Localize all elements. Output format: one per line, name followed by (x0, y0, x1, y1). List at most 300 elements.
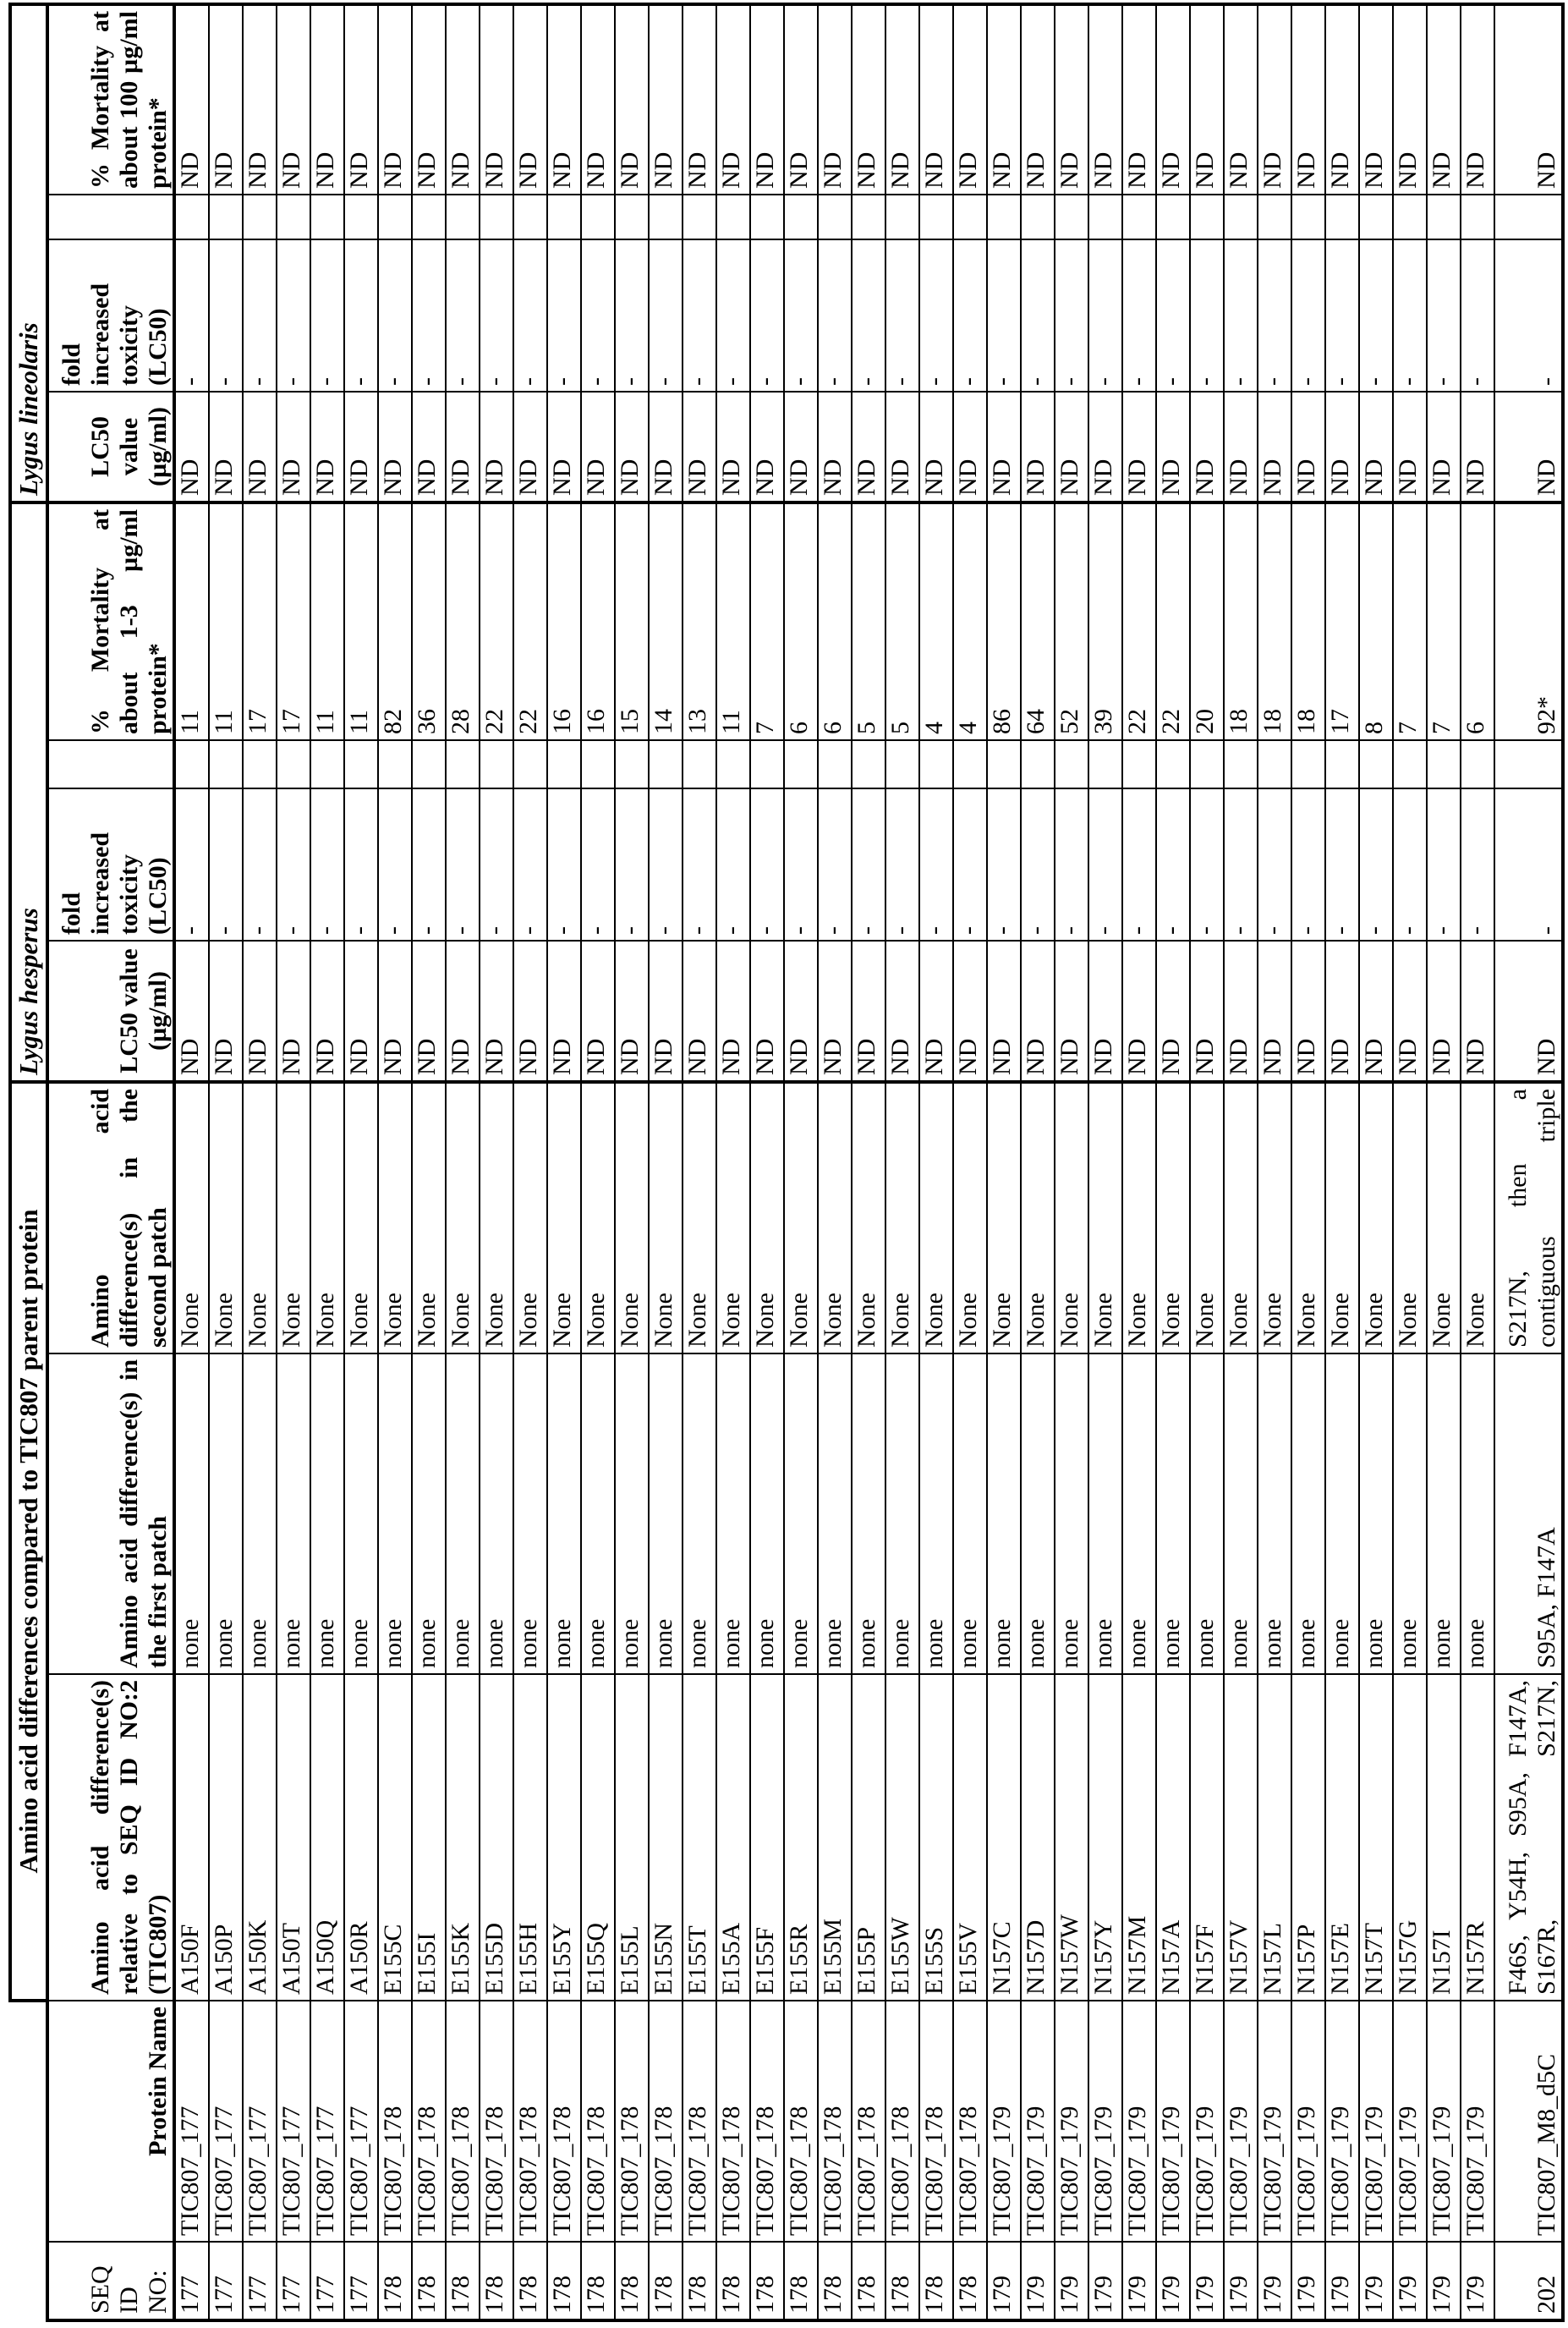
cell-fold-lineolaris: - (750, 239, 784, 392)
spacer-cell (818, 195, 852, 239)
cell-aa-diff: A150Q (310, 1674, 344, 2001)
spacer-cell (683, 195, 716, 239)
cell-mortality-lineolaris: ND (446, 4, 480, 195)
cell-fold-hesperus: - (649, 788, 683, 941)
spacer-cell (174, 740, 209, 788)
cell-lc50-lineolaris: ND (818, 392, 852, 502)
spacer-cell (513, 740, 547, 788)
cell-aa-diff: N157W (1055, 1674, 1088, 2001)
header-lc50-lineolaris: LC50 value (µg/ml) (47, 392, 174, 502)
spacer-cell (1461, 195, 1494, 239)
cell-aa-diff: E155F (750, 1674, 784, 2001)
spacer-cell (1427, 740, 1461, 788)
cell-fold-lineolaris: - (1359, 239, 1393, 392)
cell-lc50-hesperus: ND (310, 941, 344, 1082)
cell-lc50-hesperus: ND (750, 941, 784, 1082)
table-row (412, 4, 446, 2320)
cell-mortality-hesperus: 92* (1494, 502, 1563, 740)
spacer-cell (1021, 195, 1055, 239)
cell-seq-id: 178 (852, 2242, 885, 2320)
cell-mortality-hesperus: 13 (683, 502, 716, 740)
cell-seq-id: 177 (243, 2242, 277, 2320)
spacer-cell (1224, 740, 1258, 788)
cell-aa-diff: A150K (243, 1674, 277, 2001)
cell-fold-lineolaris: - (378, 239, 412, 392)
cell-fold-lineolaris: - (1224, 239, 1258, 392)
cell-second-patch: None (277, 1082, 310, 1353)
cell-first-patch: none (412, 1353, 446, 1674)
cell-second-patch: None (310, 1082, 344, 1353)
cell-second-patch: S217N, then a contiguous triple (1494, 1082, 1563, 1353)
cell-lc50-hesperus: ND (513, 941, 547, 1082)
cell-lc50-lineolaris: ND (1393, 392, 1427, 502)
cell-lc50-hesperus: ND (1461, 941, 1494, 1082)
cell-seq-id: 178 (683, 2242, 716, 2320)
table-row (784, 4, 818, 2320)
cell-fold-lineolaris: - (852, 239, 885, 392)
cell-fold-lineolaris: - (919, 239, 953, 392)
cell-aa-diff: E155N (649, 1674, 683, 2001)
cell-mortality-hesperus: 15 (615, 502, 649, 740)
table-row (852, 4, 885, 2320)
cell-first-patch: none (344, 1353, 378, 1674)
cell-lc50-lineolaris: ND (1258, 392, 1291, 502)
cell-fold-hesperus: - (1291, 788, 1325, 941)
cell-second-patch: None (649, 1082, 683, 1353)
cell-second-patch: None (716, 1082, 750, 1353)
cell-mortality-hesperus: 6 (1461, 502, 1494, 740)
cell-lc50-hesperus: ND (1190, 941, 1224, 1082)
table-row (716, 4, 750, 2320)
cell-mortality-lineolaris: ND (1258, 4, 1291, 195)
cell-mortality-lineolaris: ND (885, 4, 919, 195)
cell-fold-hesperus: - (378, 788, 412, 941)
cell-mortality-hesperus: 18 (1258, 502, 1291, 740)
cell-protein-name: TIC807_178 (649, 2001, 683, 2242)
cell-mortality-lineolaris: ND (1088, 4, 1122, 195)
cell-fold-lineolaris: - (784, 239, 818, 392)
cell-fold-hesperus: - (784, 788, 818, 941)
cell-lc50-lineolaris: ND (1359, 392, 1393, 502)
spacer-cell (953, 740, 987, 788)
spacer-cell (1494, 195, 1563, 239)
cell-lc50-lineolaris: ND (1494, 392, 1563, 502)
cell-fold-lineolaris: - (1291, 239, 1325, 392)
cell-mortality-lineolaris: ND (987, 4, 1021, 195)
cell-mortality-hesperus: 16 (547, 502, 581, 740)
cell-first-patch: none (818, 1353, 852, 1674)
cell-second-patch: None (1427, 1082, 1461, 1353)
table-row (480, 4, 513, 2320)
cell-mortality-hesperus: 22 (513, 502, 547, 740)
cell-aa-diff: E155I (412, 1674, 446, 2001)
cell-aa-diff: E155W (885, 1674, 919, 2001)
cell-second-patch: None (547, 1082, 581, 1353)
cell-fold-lineolaris: - (953, 239, 987, 392)
cell-fold-lineolaris: - (344, 239, 378, 392)
cell-seq-id: 177 (344, 2242, 378, 2320)
cell-aa-diff: N157P (1291, 1674, 1325, 2001)
spacer-cell (1190, 740, 1224, 788)
cell-first-patch: none (716, 1353, 750, 1674)
cell-lc50-hesperus: ND (615, 941, 649, 1082)
cell-seq-id: 178 (716, 2242, 750, 2320)
cell-aa-diff: E155A (716, 1674, 750, 2001)
cell-mortality-lineolaris: ND (1494, 4, 1563, 195)
cell-lc50-hesperus: ND (1156, 941, 1190, 1082)
spacer-cell (1359, 195, 1393, 239)
table-row (987, 4, 1021, 2320)
cell-seq-id: 177 (209, 2242, 243, 2320)
cell-aa-diff: E155V (953, 1674, 987, 2001)
cell-protein-name: TIC807_179 (1291, 2001, 1325, 2242)
spacer-cell (987, 740, 1021, 788)
spacer-cell (1461, 740, 1494, 788)
cell-first-patch: none (683, 1353, 716, 1674)
cell-first-patch: none (1427, 1353, 1461, 1674)
cell-lc50-lineolaris: ND (1156, 392, 1190, 502)
cell-lc50-hesperus: ND (1359, 941, 1393, 1082)
cell-lc50-hesperus: ND (277, 941, 310, 1082)
cell-protein-name: TIC807_179 (1190, 2001, 1224, 2242)
cell-lc50-hesperus: ND (1291, 941, 1325, 1082)
cell-second-patch: None (1291, 1082, 1325, 1353)
cell-seq-id: 178 (513, 2242, 547, 2320)
cell-aa-diff: E155H (513, 1674, 547, 2001)
cell-fold-lineolaris: - (885, 239, 919, 392)
cell-fold-hesperus: - (852, 788, 885, 941)
cell-fold-lineolaris: - (683, 239, 716, 392)
spacer-cell (683, 740, 716, 788)
cell-second-patch: None (953, 1082, 987, 1353)
table-row (1055, 4, 1088, 2320)
cell-fold-lineolaris: - (480, 239, 513, 392)
table-row (1224, 4, 1258, 2320)
cell-mortality-hesperus: 22 (1122, 502, 1156, 740)
cell-lc50-lineolaris: ND (378, 392, 412, 502)
spacer-cell (987, 195, 1021, 239)
cell-mortality-hesperus: 6 (784, 502, 818, 740)
cell-mortality-hesperus: 4 (919, 502, 953, 740)
cell-first-patch: none (446, 1353, 480, 1674)
cell-mortality-lineolaris: ND (209, 4, 243, 195)
cell-lc50-lineolaris: ND (1122, 392, 1156, 502)
spacer-cell (1258, 195, 1291, 239)
cell-fold-hesperus: - (243, 788, 277, 941)
group-header-amino: Amino acid differences compared to TIC807 parent protein (10, 1082, 47, 2001)
table-body (174, 4, 1563, 2320)
cell-mortality-lineolaris: ND (480, 4, 513, 195)
spacer-cell (277, 195, 310, 239)
cell-fold-lineolaris: - (1021, 239, 1055, 392)
cell-mortality-hesperus: 17 (1325, 502, 1359, 740)
cell-aa-diff: E155S (919, 1674, 953, 2001)
cell-seq-id: 178 (412, 2242, 446, 2320)
table-row (1122, 4, 1156, 2320)
cell-fold-hesperus: - (581, 788, 615, 941)
cell-first-patch: none (1055, 1353, 1088, 1674)
table-row (1190, 4, 1224, 2320)
cell-first-patch: none (750, 1353, 784, 1674)
cell-first-patch: none (1359, 1353, 1393, 1674)
table-row (1325, 4, 1359, 2320)
cell-aa-diff: E155Y (547, 1674, 581, 2001)
spacer-cell (547, 195, 581, 239)
cell-lc50-hesperus: ND (1088, 941, 1122, 1082)
cell-mortality-lineolaris: ND (1461, 4, 1494, 195)
group-header-lygus-hesperus: Lygus hesperus (10, 502, 47, 1082)
cell-fold-lineolaris: - (716, 239, 750, 392)
cell-lc50-hesperus: ND (683, 941, 716, 1082)
cell-mortality-lineolaris: ND (344, 4, 378, 195)
spacer-cell (1291, 195, 1325, 239)
spacer-cell (750, 195, 784, 239)
cell-protein-name: TIC807_179 (1461, 2001, 1494, 2242)
cell-fold-hesperus: - (513, 788, 547, 941)
table-row (1359, 4, 1393, 2320)
cell-seq-id: 179 (1393, 2242, 1427, 2320)
cell-mortality-hesperus: 14 (649, 502, 683, 740)
cell-lc50-hesperus: ND (818, 941, 852, 1082)
cell-mortality-hesperus: 22 (480, 502, 513, 740)
cell-protein-name: TIC807_178 (852, 2001, 885, 2242)
cell-first-patch: none (1156, 1353, 1190, 1674)
cell-fold-hesperus: - (750, 788, 784, 941)
header-fold-lineolaris: fold increased toxicity (LC50) (47, 239, 174, 392)
spacer-cell (885, 740, 919, 788)
cell-first-patch: none (378, 1353, 412, 1674)
spacer-cell (310, 195, 344, 239)
cell-first-patch: none (852, 1353, 885, 1674)
cell-aa-diff: N157Y (1088, 1674, 1122, 2001)
spacer-cell (581, 740, 615, 788)
cell-aa-diff: N157T (1359, 1674, 1393, 2001)
cell-fold-hesperus: - (1325, 788, 1359, 941)
cell-mortality-hesperus: 17 (243, 502, 277, 740)
cell-seq-id: 178 (615, 2242, 649, 2320)
cell-second-patch: None (1258, 1082, 1291, 1353)
spacer-cell (1393, 195, 1427, 239)
cell-lc50-hesperus: ND (1021, 941, 1055, 1082)
cell-fold-hesperus: - (1055, 788, 1088, 941)
cell-aa-diff: A150F (174, 1674, 209, 2001)
cell-aa-diff: E155L (615, 1674, 649, 2001)
cell-lc50-lineolaris: ND (1224, 392, 1258, 502)
cell-seq-id: 178 (885, 2242, 919, 2320)
cell-lc50-lineolaris: ND (919, 392, 953, 502)
header-seq-id: SEQ ID NO: (47, 2242, 174, 2320)
cell-seq-id: 179 (1291, 2242, 1325, 2320)
cell-seq-id: 179 (1055, 2242, 1088, 2320)
spacer-cell (615, 195, 649, 239)
cell-fold-hesperus: - (1122, 788, 1156, 941)
cell-first-patch: none (919, 1353, 953, 1674)
cell-mortality-hesperus: 18 (1224, 502, 1258, 740)
cell-fold-hesperus: - (1190, 788, 1224, 941)
cell-fold-lineolaris: - (547, 239, 581, 392)
cell-lc50-lineolaris: ND (243, 392, 277, 502)
cell-mortality-lineolaris: ND (649, 4, 683, 195)
cell-lc50-hesperus: ND (1393, 941, 1427, 1082)
cell-second-patch: None (852, 1082, 885, 1353)
table-row (1494, 4, 1563, 2320)
cell-second-patch: None (818, 1082, 852, 1353)
cell-lc50-hesperus: ND (1122, 941, 1156, 1082)
cell-second-patch: None (1325, 1082, 1359, 1353)
cell-fold-hesperus: - (1088, 788, 1122, 941)
cell-lc50-hesperus: ND (885, 941, 919, 1082)
cell-fold-lineolaris: - (649, 239, 683, 392)
rotated-page (0, 0, 1568, 2328)
cell-lc50-hesperus: ND (649, 941, 683, 1082)
cell-second-patch: None (1156, 1082, 1190, 1353)
cell-lc50-hesperus: ND (1055, 941, 1088, 1082)
cell-lc50-lineolaris: ND (480, 392, 513, 502)
cell-second-patch: None (581, 1082, 615, 1353)
cell-fold-lineolaris: - (446, 239, 480, 392)
cell-first-patch: none (615, 1353, 649, 1674)
cell-mortality-lineolaris: ND (818, 4, 852, 195)
cell-fold-lineolaris: - (277, 239, 310, 392)
cell-seq-id: 179 (1122, 2242, 1156, 2320)
cell-protein-name: TIC807_179 (1088, 2001, 1122, 2242)
cell-aa-diff: N157C (987, 1674, 1021, 2001)
spacer-cell (784, 195, 818, 239)
cell-fold-lineolaris: - (1156, 239, 1190, 392)
spacer-cell (1156, 740, 1190, 788)
cell-aa-diff: E155R (784, 1674, 818, 2001)
table-row (615, 4, 649, 2320)
cell-seq-id: 179 (1190, 2242, 1224, 2320)
cell-aa-diff: N157I (1427, 1674, 1461, 2001)
cell-fold-lineolaris: - (1122, 239, 1156, 392)
cell-mortality-lineolaris: ND (1190, 4, 1224, 195)
spacer-cell (615, 740, 649, 788)
table-row (277, 4, 310, 2320)
header-fold-hesperus: fold increased toxicity (LC50) (47, 788, 174, 941)
cell-first-patch: none (1190, 1353, 1224, 1674)
cell-protein-name: TIC807_177 (174, 2001, 209, 2242)
cell-lc50-hesperus: ND (581, 941, 615, 1082)
cell-lc50-hesperus: ND (174, 941, 209, 1082)
cell-seq-id: 202 (1494, 2242, 1563, 2320)
cell-fold-hesperus: - (716, 788, 750, 941)
spacer-cell (344, 740, 378, 788)
cell-first-patch: none (1021, 1353, 1055, 1674)
cell-seq-id: 179 (1325, 2242, 1359, 2320)
cell-fold-hesperus: - (1494, 788, 1563, 941)
cell-second-patch: None (1224, 1082, 1258, 1353)
cell-mortality-lineolaris: ND (1156, 4, 1190, 195)
cell-fold-lineolaris: - (1427, 239, 1461, 392)
cell-mortality-lineolaris: ND (1224, 4, 1258, 195)
cell-lc50-hesperus: ND (852, 941, 885, 1082)
spacer-cell (1325, 740, 1359, 788)
cell-protein-name: TIC807_178 (547, 2001, 581, 2242)
spacer-cell (1055, 740, 1088, 788)
cell-mortality-hesperus: 11 (209, 502, 243, 740)
cell-aa-diff: F46S, Y54H, S95A, F147A, S167R, S217N, (1494, 1674, 1563, 2001)
spacer-cell (784, 740, 818, 788)
cell-mortality-lineolaris: ND (1427, 4, 1461, 195)
cell-protein-name: TIC807_178 (480, 2001, 513, 2242)
cell-second-patch: None (344, 1082, 378, 1353)
cell-protein-name: TIC807_179 (1156, 2001, 1190, 2242)
cell-first-patch: none (1258, 1353, 1291, 1674)
cell-second-patch: None (209, 1082, 243, 1353)
cell-second-patch: None (750, 1082, 784, 1353)
cell-protein-name: TIC807_179 (1325, 2001, 1359, 2242)
cell-lc50-hesperus: ND (480, 941, 513, 1082)
cell-first-patch: none (1291, 1353, 1325, 1674)
cell-first-patch: none (885, 1353, 919, 1674)
cell-fold-lineolaris: - (310, 239, 344, 392)
cell-second-patch: None (446, 1082, 480, 1353)
cell-fold-lineolaris: - (243, 239, 277, 392)
cell-lc50-lineolaris: ND (581, 392, 615, 502)
cell-lc50-lineolaris: ND (209, 392, 243, 502)
spacer-cell (344, 195, 378, 239)
table-row (683, 4, 716, 2320)
cell-protein-name: TIC807_178 (953, 2001, 987, 2242)
cell-seq-id: 178 (446, 2242, 480, 2320)
cell-aa-diff: N157R (1461, 1674, 1494, 2001)
spacer-cell (1122, 195, 1156, 239)
cell-first-patch: none (1088, 1353, 1122, 1674)
spacer-cell (649, 740, 683, 788)
table-row (209, 4, 243, 2320)
cell-first-patch: none (513, 1353, 547, 1674)
cell-aa-diff: E155C (378, 1674, 412, 2001)
cell-lc50-lineolaris: ND (344, 392, 378, 502)
spacer-cell (1156, 195, 1190, 239)
cell-second-patch: None (174, 1082, 209, 1353)
table-row (1461, 4, 1494, 2320)
cell-second-patch: None (919, 1082, 953, 1353)
cell-fold-hesperus: - (1393, 788, 1427, 941)
cell-seq-id: 179 (1461, 2242, 1494, 2320)
cell-seq-id: 179 (1021, 2242, 1055, 2320)
spacer-cell (1021, 740, 1055, 788)
spacer-cell (716, 740, 750, 788)
cell-lc50-lineolaris: ND (174, 392, 209, 502)
cell-protein-name: TIC807_179 (1427, 2001, 1461, 2242)
cell-protein-name: TIC807_178 (784, 2001, 818, 2242)
cell-first-patch: S95A, F147A (1494, 1353, 1563, 1674)
spacer-cell (243, 195, 277, 239)
cell-lc50-lineolaris: ND (1055, 392, 1088, 502)
cell-lc50-hesperus: ND (446, 941, 480, 1082)
table-row (1258, 4, 1291, 2320)
cell-lc50-lineolaris: ND (649, 392, 683, 502)
cell-lc50-hesperus: ND (378, 941, 412, 1082)
cell-protein-name: TIC807_179 (1021, 2001, 1055, 2242)
cell-mortality-lineolaris: ND (1359, 4, 1393, 195)
cell-seq-id: 178 (784, 2242, 818, 2320)
cell-mortality-hesperus: 6 (818, 502, 852, 740)
cell-lc50-lineolaris: ND (1190, 392, 1224, 502)
cell-fold-hesperus: - (987, 788, 1021, 941)
cell-protein-name: TIC807_179 (987, 2001, 1021, 2242)
table-row (243, 4, 277, 2320)
cell-seq-id: 179 (1258, 2242, 1291, 2320)
cell-first-patch: none (581, 1353, 615, 1674)
spacer-cell (446, 740, 480, 788)
cell-second-patch: None (1021, 1082, 1055, 1353)
cell-second-patch: None (243, 1082, 277, 1353)
cell-protein-name: TIC807_179 (1055, 2001, 1088, 2242)
group-header-lygus-lineolaris: Lygus lineolaris (10, 4, 47, 502)
